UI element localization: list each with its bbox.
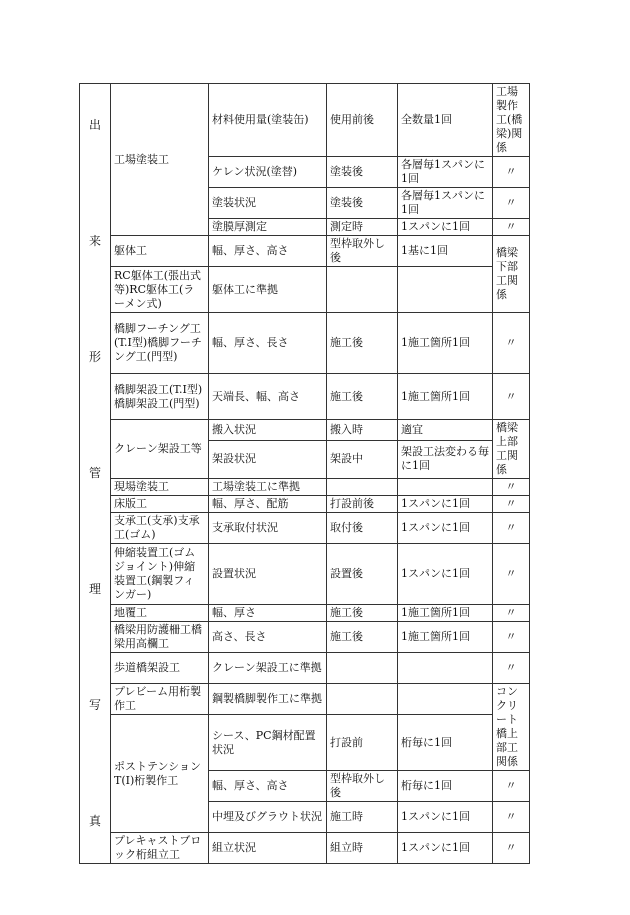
remarks-cell: 〃 [493, 313, 530, 374]
timing-cell: 測定時 [327, 219, 398, 236]
remarks-cell: 〃 [493, 653, 530, 684]
item-cell: クレーン架設工等 [111, 420, 209, 479]
side-label-char: 管 [88, 465, 101, 480]
photo-subject-cell: ケレン状況(塗替) [209, 157, 327, 188]
table-row [80, 605, 530, 622]
table-row [80, 513, 530, 544]
side-label-char: 来 [88, 233, 101, 248]
timing-cell: 設置後 [327, 544, 398, 605]
table-row [80, 479, 530, 496]
timing-cell: 型枠取外し後 [327, 771, 398, 802]
frequency-cell: 桁毎に1回 [398, 715, 493, 771]
photo-subject-cell: 搬入状況 [209, 420, 327, 441]
photo-subject-cell: 中埋及びグラウト状況 [209, 802, 327, 833]
photo-subject-cell: クレーン架設工に準拠 [209, 653, 327, 684]
remarks-cell: 橋梁下部工関係 [493, 236, 530, 313]
item-cell: プレキャストブロック桁組立工 [111, 833, 209, 864]
item-cell: 現場塗装工 [111, 479, 209, 496]
timing-cell [327, 653, 398, 684]
table-row [80, 622, 530, 653]
frequency-cell: 1スパンに1回 [398, 544, 493, 605]
timing-cell [327, 267, 398, 313]
timing-cell: 施工後 [327, 374, 398, 420]
side-label-char: 写 [88, 697, 101, 712]
frequency-cell: 各層毎1スパンに1回 [398, 157, 493, 188]
remarks-cell: 〃 [493, 605, 530, 622]
frequency-cell: 1施工箇所1回 [398, 605, 493, 622]
frequency-cell [398, 267, 493, 313]
timing-cell: 型枠取外し後 [327, 236, 398, 267]
frequency-cell: 1施工箇所1回 [398, 622, 493, 653]
remarks-cell: 〃 [493, 496, 530, 513]
timing-cell: 搬入時 [327, 420, 398, 441]
frequency-cell: 1スパンに1回 [398, 802, 493, 833]
timing-cell: 架設中 [327, 440, 398, 478]
photo-subject-cell: 幅、厚さ [209, 605, 327, 622]
photo-subject-cell: 天端長、幅、高さ [209, 374, 327, 420]
remarks-cell: 〃 [493, 188, 530, 219]
category-side-label [80, 84, 111, 864]
photo-subject-cell: 高さ、長さ [209, 622, 327, 653]
photo-subject-cell: 幅、厚さ、高さ [209, 236, 327, 267]
item-cell: 橋脚フーチング工(T.I型)橋脚フーチング工(門型) [111, 313, 209, 374]
frequency-cell: 桁毎に1回 [398, 771, 493, 802]
table-row [80, 420, 530, 441]
table-row [80, 313, 530, 374]
frequency-cell: 全数量1回 [398, 84, 493, 157]
remarks-cell: 〃 [493, 513, 530, 544]
item-cell: 工場塗装工 [111, 84, 209, 236]
side-label-char: 形 [88, 349, 101, 364]
photo-subject-cell: 幅、厚さ、高さ [209, 771, 327, 802]
remarks-cell: 〃 [493, 802, 530, 833]
remarks-cell: 〃 [493, 374, 530, 420]
remarks-cell: 〃 [493, 622, 530, 653]
table-row [80, 684, 530, 715]
remarks-cell: 工場製作工(橋梁)関係 [493, 84, 530, 157]
timing-cell: 打設前 [327, 715, 398, 771]
remarks-cell: 〃 [493, 219, 530, 236]
table-row [80, 496, 530, 513]
table-row [80, 84, 530, 157]
photo-subject-cell: 支承取付状況 [209, 513, 327, 544]
frequency-cell [398, 684, 493, 715]
timing-cell: 取付後 [327, 513, 398, 544]
item-cell: 躯体工 [111, 236, 209, 267]
item-cell: 歩道橋架設工 [111, 653, 209, 684]
table-row [80, 374, 530, 420]
item-cell: プレビーム用桁製作工 [111, 684, 209, 715]
remarks-cell: 橋梁上部工関係 [493, 420, 530, 479]
photo-subject-cell: 鋼製橋脚製作工に準拠 [209, 684, 327, 715]
item-cell: 支承工(支承)支承工(ゴム) [111, 513, 209, 544]
table-row [80, 715, 530, 771]
timing-cell: 施工後 [327, 622, 398, 653]
frequency-cell: 各層毎1スパンに1回 [398, 188, 493, 219]
frequency-cell: 架設工法変わる毎に1回 [398, 440, 493, 478]
timing-cell [327, 684, 398, 715]
timing-cell: 塗装後 [327, 157, 398, 188]
timing-cell: 施工後 [327, 605, 398, 622]
side-label-char: 理 [88, 581, 101, 596]
item-cell: 橋梁用防護柵工橋梁用高欄工 [111, 622, 209, 653]
table-row [80, 544, 530, 605]
remarks-cell: 〃 [493, 771, 530, 802]
frequency-cell: 1スパンに1回 [398, 219, 493, 236]
photo-subject-cell: 幅、厚さ、長さ [209, 313, 327, 374]
timing-cell: 塗装後 [327, 188, 398, 219]
remarks-cell: コンクリート橋上部工関係 [493, 684, 530, 771]
item-cell: 地覆工 [111, 605, 209, 622]
timing-cell: 使用前後 [327, 84, 398, 157]
remarks-cell: 〃 [493, 157, 530, 188]
photo-subject-cell: 工場塗装工に準拠 [209, 479, 327, 496]
timing-cell [327, 479, 398, 496]
frequency-cell: 適宜 [398, 420, 493, 441]
table-row [80, 653, 530, 684]
frequency-cell [398, 479, 493, 496]
side-label-char: 真 [88, 813, 101, 828]
timing-cell: 施工後 [327, 313, 398, 374]
item-cell: 伸縮装置工(ゴムジョイント)伸縮装置工(鋼製フィンガー) [111, 544, 209, 605]
photo-subject-cell: シース、PC鋼材配置状況 [209, 715, 327, 771]
timing-cell: 施工時 [327, 802, 398, 833]
item-cell: ポストテンションT(I)桁製作工 [111, 715, 209, 833]
frequency-cell [398, 653, 493, 684]
frequency-cell: 1スパンに1回 [398, 513, 493, 544]
remarks-cell: 〃 [493, 544, 530, 605]
item-cell: 床版工 [111, 496, 209, 513]
item-cell: RC躯体工(張出式等)RC躯体工(ラーメン式) [111, 267, 209, 313]
side-label-char: 出 [88, 117, 101, 132]
frequency-cell: 1施工箇所1回 [398, 374, 493, 420]
table-row [80, 267, 530, 313]
table-row [80, 833, 530, 864]
photo-subject-cell: 架設状況 [209, 440, 327, 478]
photo-subject-cell: 設置状況 [209, 544, 327, 605]
remarks-cell: 〃 [493, 833, 530, 864]
timing-cell: 打設前後 [327, 496, 398, 513]
frequency-cell: 1スパンに1回 [398, 833, 493, 864]
photo-subject-cell: 塗膜厚測定 [209, 219, 327, 236]
item-cell: 橋脚架設工(T.I型)橋脚架設工(門型) [111, 374, 209, 420]
frequency-cell: 1施工箇所1回 [398, 313, 493, 374]
table-row [80, 236, 530, 267]
frequency-cell: 1基に1回 [398, 236, 493, 267]
photo-management-table [79, 83, 530, 864]
photo-subject-cell: 幅、厚さ、配筋 [209, 496, 327, 513]
timing-cell: 組立時 [327, 833, 398, 864]
photo-subject-cell: 塗装状況 [209, 188, 327, 219]
remarks-cell: 〃 [493, 479, 530, 496]
photo-subject-cell: 組立状況 [209, 833, 327, 864]
frequency-cell: 1スパンに1回 [398, 496, 493, 513]
photo-subject-cell: 材料使用量(塗装缶) [209, 84, 327, 157]
photo-subject-cell: 躯体工に準拠 [209, 267, 327, 313]
